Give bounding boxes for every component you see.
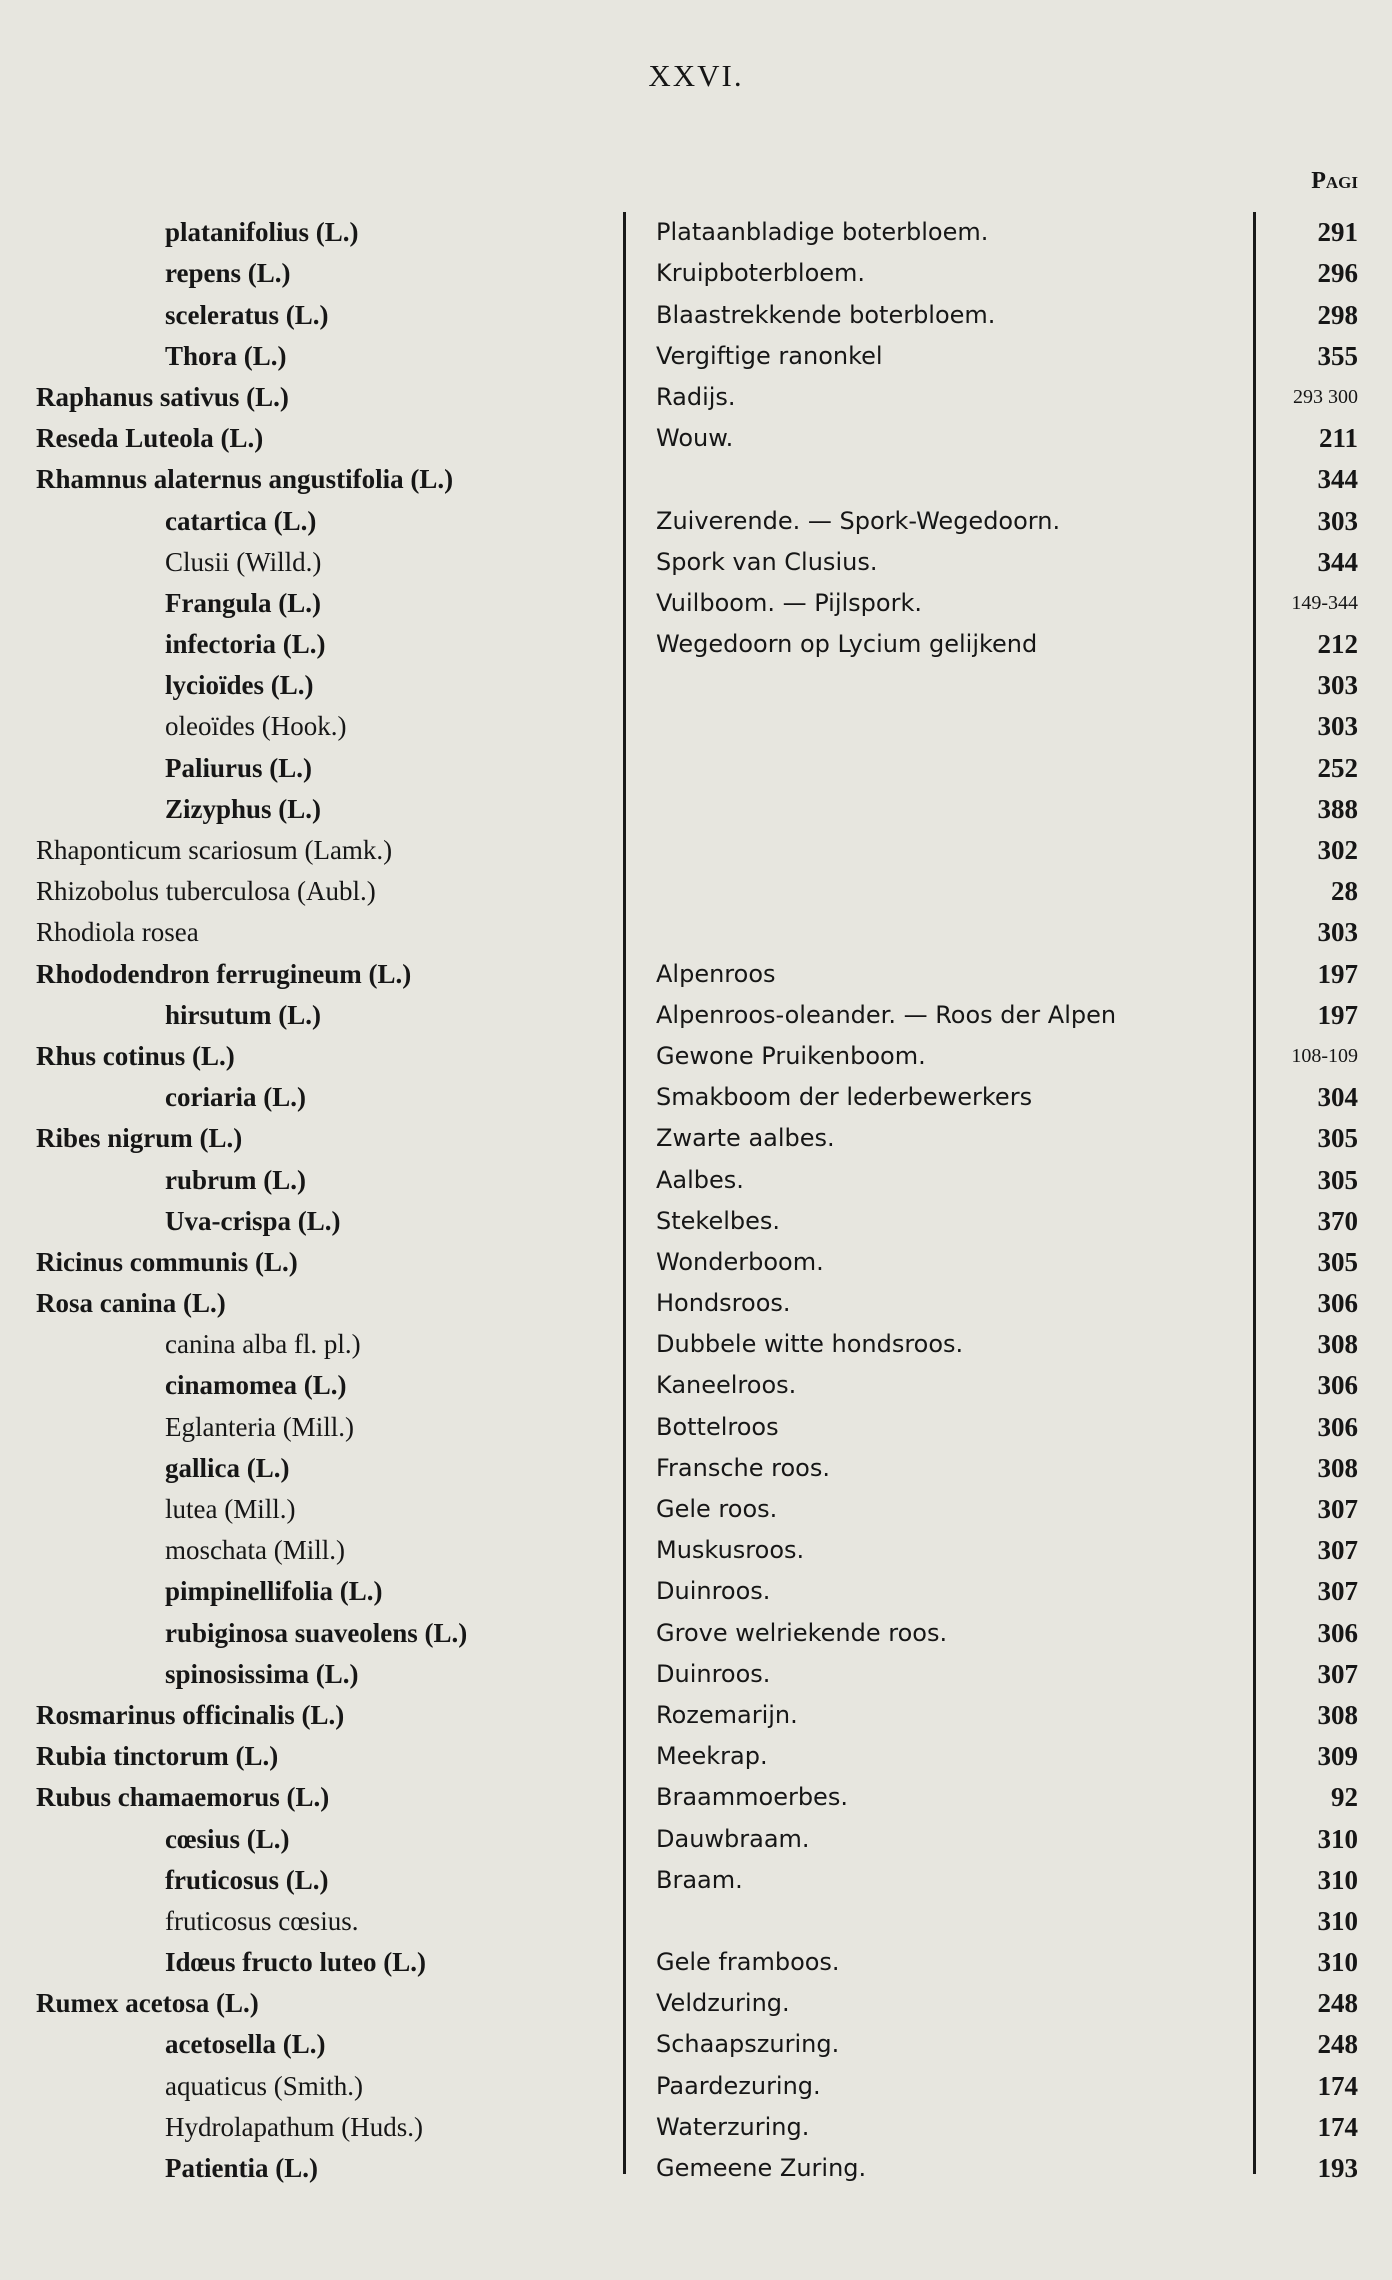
page-reference: 306 bbox=[1317, 1411, 1358, 1442]
dutch-name: Dubbele witte hondsroos. bbox=[656, 1330, 964, 1359]
page-reference: 309 bbox=[1317, 1741, 1358, 1772]
index-entry bbox=[0, 253, 1392, 294]
index-entry bbox=[0, 789, 1392, 830]
latin-name: Eglanteria (Mill.) bbox=[165, 1411, 354, 1442]
dutch-name: Stekelbes. bbox=[656, 1206, 781, 1235]
index-entry bbox=[0, 1242, 1392, 1283]
latin-name: Rubus chamaemorus (L.) bbox=[36, 1782, 330, 1813]
index-entry bbox=[0, 377, 1392, 418]
page-reference: 28 bbox=[1331, 876, 1358, 907]
index-entry bbox=[0, 1201, 1392, 1242]
page-reference: 308 bbox=[1317, 1329, 1358, 1360]
page-reference: 174 bbox=[1317, 2111, 1358, 2142]
latin-name: repens (L.) bbox=[165, 258, 291, 289]
latin-name: cinamomea (L.) bbox=[165, 1370, 347, 1401]
page-reference: 248 bbox=[1317, 1988, 1358, 2019]
latin-name: Uva-crispa (L.) bbox=[165, 1205, 341, 1236]
index-entry bbox=[0, 1324, 1392, 1365]
latin-name: Hydrolapathum (Huds.) bbox=[165, 2111, 423, 2142]
latin-name: Frangula (L.) bbox=[165, 587, 322, 618]
index-entry bbox=[0, 583, 1392, 624]
page-reference: 149-344 bbox=[1291, 591, 1358, 614]
index-entry bbox=[0, 459, 1392, 500]
index-entry bbox=[0, 1406, 1392, 1447]
page-reference: 193 bbox=[1317, 2153, 1358, 2183]
index-entry bbox=[0, 830, 1392, 871]
dutch-name: Smakboom der lederbewerkers bbox=[656, 1083, 1033, 1112]
index-entry bbox=[0, 212, 1392, 253]
latin-name: Paliurus (L.) bbox=[165, 752, 313, 783]
page-reference: 310 bbox=[1317, 1947, 1358, 1978]
dutch-name: Kruipboterbloem. bbox=[656, 259, 866, 288]
page-reference: 298 bbox=[1317, 299, 1358, 330]
page-reference: 310 bbox=[1317, 1905, 1358, 1936]
page-reference: 211 bbox=[1318, 423, 1358, 454]
index-entry bbox=[0, 336, 1392, 377]
latin-name: Raphanus sativus (L.) bbox=[36, 381, 289, 412]
latin-name: pimpinellifolia (L.) bbox=[165, 1576, 383, 1607]
dutch-name: Zwarte aalbes. bbox=[656, 1124, 835, 1153]
dutch-name: Muskusroos. bbox=[656, 1536, 805, 1565]
dutch-name: Hondsroos. bbox=[656, 1289, 791, 1318]
index-entry bbox=[0, 1777, 1392, 1818]
index-entry bbox=[0, 500, 1392, 541]
index-entry bbox=[0, 2024, 1392, 2065]
dutch-name: Gele roos. bbox=[656, 1495, 778, 1523]
index-entries bbox=[0, 212, 1392, 2189]
latin-name: Ribes nigrum (L.) bbox=[36, 1123, 243, 1154]
dutch-name: Meekrap. bbox=[656, 1742, 768, 1771]
latin-name: Thora (L.) bbox=[165, 340, 287, 371]
dutch-name: Gewone Pruikenboom. bbox=[656, 1041, 926, 1070]
page-reference: 174 bbox=[1317, 2070, 1358, 2101]
index-entry bbox=[0, 1448, 1392, 1489]
dutch-name: Alpenroos bbox=[656, 959, 776, 988]
page-reference: 307 bbox=[1317, 1535, 1358, 1566]
index-entry bbox=[0, 1818, 1392, 1859]
latin-name: lutea (Mill.) bbox=[165, 1494, 296, 1524]
index-entry bbox=[0, 418, 1392, 459]
page-reference: 303 bbox=[1317, 711, 1358, 742]
dutch-name: Gele framboos. bbox=[656, 1948, 840, 1977]
page-reference: 291 bbox=[1317, 217, 1358, 248]
page-reference: 306 bbox=[1317, 1370, 1358, 1401]
pages-column-header: Pagi bbox=[1311, 168, 1358, 194]
index-entry bbox=[0, 871, 1392, 912]
index-entry bbox=[0, 1654, 1392, 1695]
latin-name: Rosa canina (L.) bbox=[36, 1288, 226, 1319]
latin-name: Idœus fructo luteo (L.) bbox=[165, 1947, 426, 1978]
latin-name: gallica (L.) bbox=[165, 1452, 290, 1483]
page-reference: 248 bbox=[1317, 2029, 1358, 2060]
index-entry bbox=[0, 912, 1392, 953]
dutch-name: Veldzuring. bbox=[656, 1989, 790, 2018]
page-reference: 197 bbox=[1317, 958, 1358, 989]
index-entry bbox=[0, 1159, 1392, 1200]
latin-name: fruticosus (L.) bbox=[165, 1864, 329, 1895]
dutch-name: Braammoerbes. bbox=[656, 1783, 848, 1812]
latin-name: canina alba fl. pl.) bbox=[165, 1329, 361, 1360]
dutch-name: Radijs. bbox=[656, 382, 736, 411]
index-entry bbox=[0, 2065, 1392, 2106]
page-reference: 197 bbox=[1317, 999, 1358, 1030]
index-entry bbox=[0, 1901, 1392, 1942]
latin-name: rubrum (L.) bbox=[165, 1164, 306, 1195]
dutch-name: Fransche roos. bbox=[656, 1453, 830, 1482]
dutch-name: Aalbes. bbox=[656, 1165, 744, 1194]
latin-name: Rhododendron ferrugineum (L.) bbox=[36, 958, 412, 989]
index-entry bbox=[0, 1489, 1392, 1530]
page-reference: 305 bbox=[1317, 1164, 1358, 1195]
latin-name: Rhizobolus tuberculosa (Aubl.) bbox=[36, 876, 376, 907]
dutch-name: Kaneelroos. bbox=[656, 1371, 797, 1400]
latin-name: platanifolius (L.) bbox=[165, 217, 359, 248]
latin-name: coriaria (L.) bbox=[165, 1082, 306, 1113]
latin-name: acetosella (L.) bbox=[165, 2029, 326, 2060]
page-reference: 212 bbox=[1317, 629, 1358, 660]
latin-name: Rumex acetosa (L.) bbox=[36, 1988, 259, 2019]
page-reference: 355 bbox=[1317, 340, 1358, 371]
page-reference: 305 bbox=[1317, 1246, 1358, 1277]
latin-name: Rhamnus alaternus angustifolia (L.) bbox=[36, 464, 454, 495]
index-entry bbox=[0, 1118, 1392, 1159]
page-reference: 306 bbox=[1317, 1617, 1358, 1648]
dutch-name: Duinroos. bbox=[656, 1659, 771, 1688]
dutch-name: Wonderboom. bbox=[656, 1247, 824, 1276]
index-entry bbox=[0, 542, 1392, 583]
page-reference: 303 bbox=[1317, 505, 1358, 536]
latin-name: Rhus cotinus (L.) bbox=[36, 1040, 235, 1071]
dutch-name: Wouw. bbox=[656, 424, 734, 453]
dutch-name: Paardezuring. bbox=[656, 2071, 821, 2100]
latin-name: Ricinus communis (L.) bbox=[36, 1246, 298, 1277]
page-reference: 308 bbox=[1317, 1699, 1358, 1730]
latin-name: lycioïdes (L.) bbox=[165, 670, 314, 701]
index-entry bbox=[0, 1860, 1392, 1901]
index-entry bbox=[0, 1036, 1392, 1077]
page-reference: 304 bbox=[1317, 1082, 1358, 1113]
dutch-name: Schaapszuring. bbox=[656, 2030, 840, 2059]
page-reference: 307 bbox=[1317, 1658, 1358, 1689]
index-entry bbox=[0, 1942, 1392, 1983]
page-reference: 344 bbox=[1317, 464, 1358, 495]
page-reference: 307 bbox=[1317, 1576, 1358, 1607]
page-reference: 108-109 bbox=[1291, 1044, 1358, 1067]
index-entry bbox=[0, 1695, 1392, 1736]
latin-name: rubiginosa suaveolens (L.) bbox=[165, 1617, 468, 1648]
index-entry bbox=[0, 1365, 1392, 1406]
latin-name: moschata (Mill.) bbox=[165, 1535, 345, 1566]
index-entry bbox=[0, 1283, 1392, 1324]
latin-name: Zizyphus (L.) bbox=[165, 793, 322, 824]
index-entry bbox=[0, 2107, 1392, 2148]
latin-name: oleoïdes (Hook.) bbox=[165, 711, 347, 742]
index-entry bbox=[0, 706, 1392, 747]
index-entry bbox=[0, 1530, 1392, 1571]
latin-name: Rhodiola rosea bbox=[36, 917, 199, 948]
page-reference: 308 bbox=[1317, 1452, 1358, 1483]
page-number-roman: XXVI. bbox=[648, 58, 744, 93]
page-reference: 302 bbox=[1317, 835, 1358, 865]
index-entry bbox=[0, 747, 1392, 788]
dutch-name: Vuilboom. — Pijlspork. bbox=[656, 588, 922, 617]
index-entry bbox=[0, 995, 1392, 1036]
page-reference: 310 bbox=[1317, 1864, 1358, 1895]
page-reference: 305 bbox=[1317, 1123, 1358, 1154]
latin-name: Rosmarinus officinalis (L.) bbox=[36, 1699, 345, 1730]
dutch-name: Zuiverende. — Spork-Wegedoorn. bbox=[656, 506, 1061, 535]
page-reference: 303 bbox=[1317, 670, 1358, 701]
latin-name: spinosissima (L.) bbox=[165, 1658, 359, 1689]
dutch-name: Spork van Clusius. bbox=[656, 547, 878, 576]
index-entry bbox=[0, 2148, 1392, 2189]
page-reference: 293 300 bbox=[1293, 385, 1358, 408]
page-reference: 388 bbox=[1317, 793, 1358, 824]
latin-name: catartica (L.) bbox=[165, 505, 317, 536]
index-entry bbox=[0, 1983, 1392, 2024]
page-reference: 310 bbox=[1317, 1823, 1358, 1854]
latin-name: hirsutum (L.) bbox=[165, 999, 322, 1030]
latin-name: Rubia tinctorum (L.) bbox=[36, 1741, 279, 1772]
latin-name: sceleratus (L.) bbox=[165, 299, 329, 330]
latin-name: Rhaponticum scariosum (Lamk.) bbox=[36, 835, 393, 865]
dutch-name: Dauwbraam. bbox=[656, 1824, 810, 1853]
page-reference: 370 bbox=[1317, 1205, 1358, 1236]
dutch-name: Plataanbladige boterbloem. bbox=[656, 218, 989, 247]
latin-name: infectoria (L.) bbox=[165, 629, 326, 660]
dutch-name: Rozemarijn. bbox=[656, 1700, 798, 1729]
page-reference: 307 bbox=[1317, 1494, 1358, 1524]
page-reference: 92 bbox=[1331, 1782, 1358, 1813]
latin-name: aquaticus (Smith.) bbox=[165, 2070, 363, 2101]
dutch-name: Blaastrekkende boterbloem. bbox=[656, 300, 996, 329]
page-reference: 306 bbox=[1317, 1288, 1358, 1319]
dutch-name: Bottelroos bbox=[656, 1412, 779, 1441]
dutch-name: Braam. bbox=[656, 1865, 743, 1894]
dutch-name: Gemeene Zuring. bbox=[656, 2154, 867, 2182]
page-reference: 344 bbox=[1317, 546, 1358, 577]
latin-name: Patientia (L.) bbox=[165, 2153, 318, 2183]
index-entry bbox=[0, 665, 1392, 706]
page-reference: 252 bbox=[1317, 752, 1358, 783]
dutch-name: Waterzuring. bbox=[656, 2112, 810, 2141]
index-entry bbox=[0, 1736, 1392, 1777]
latin-name: cœsius (L.) bbox=[165, 1823, 290, 1854]
dutch-name: Duinroos. bbox=[656, 1577, 771, 1606]
page-reference: 303 bbox=[1317, 917, 1358, 948]
dutch-name: Alpenroos-oleander. — Roos der Alpen bbox=[656, 1000, 1117, 1029]
dutch-name: Grove welriekende roos. bbox=[656, 1618, 948, 1647]
dutch-name: Vergiftige ranonkel bbox=[656, 341, 883, 370]
page-reference: 296 bbox=[1317, 258, 1358, 289]
index-entry bbox=[0, 294, 1392, 335]
latin-name: fruticosus cœsius. bbox=[165, 1905, 359, 1936]
index-entry bbox=[0, 953, 1392, 994]
latin-name: Reseda Luteola (L.) bbox=[36, 423, 264, 454]
index-entry bbox=[0, 1571, 1392, 1612]
latin-name: Clusii (Willd.) bbox=[165, 546, 322, 577]
index-entry bbox=[0, 1612, 1392, 1653]
dutch-name: Wegedoorn op Lycium gelijkend bbox=[656, 630, 1038, 659]
index-entry bbox=[0, 1077, 1392, 1118]
index-entry bbox=[0, 624, 1392, 665]
